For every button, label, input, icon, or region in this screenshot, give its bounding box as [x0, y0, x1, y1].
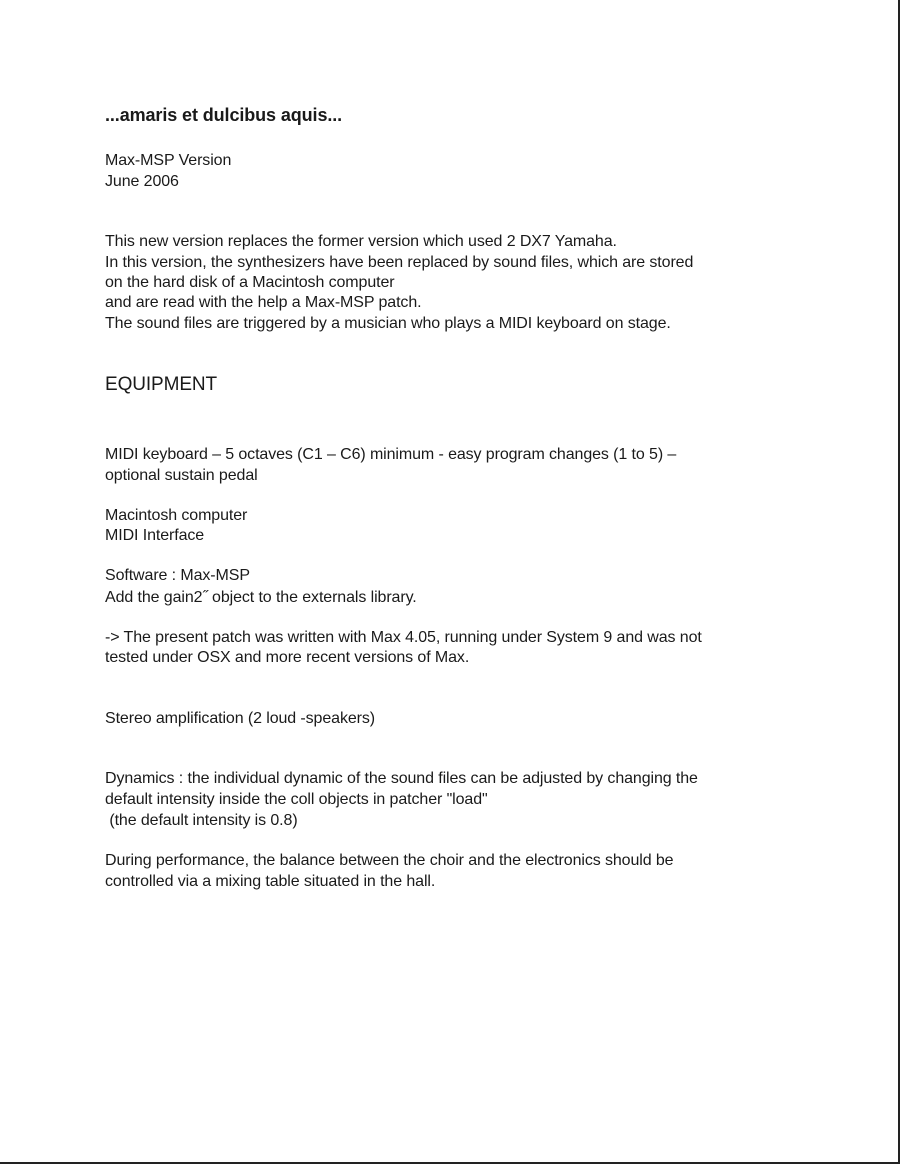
intro-line: on the hard disk of a Macintosh computer	[105, 274, 395, 291]
intro-line: The sound files are triggered by a musician who plays a MIDI keyboard on stage.	[105, 315, 671, 332]
keyboard-line: MIDI keyboard – 5 octaves (C1 – C6) minimum - easy program changes (1 to 5) –	[105, 446, 677, 463]
dynamics-line: (the default intensity is 0.8)	[105, 812, 298, 829]
computer-line: Macintosh computer	[105, 507, 248, 524]
note-line: tested under OSX and more recent versions of Max.	[105, 649, 470, 666]
intro-line: This new version replaces the former version which used 2 DX7 Yamaha.	[105, 233, 617, 250]
intro-line: In this version, the synthesizers have been replaced by sound files, which are stored	[105, 254, 694, 271]
dynamics-line: default intensity inside the coll objects in patcher "load"	[105, 791, 488, 808]
software-line: Add the gain2˝ object to the externals library.	[105, 589, 417, 606]
performance-line: controlled via a mixing table situated in the hall.	[105, 873, 436, 890]
dynamics-line: Dynamics : the individual dynamic of the sound files can be adjusted by changing the	[105, 770, 698, 787]
performance-line: During performance, the balance between the choir and the electronics should be	[105, 852, 674, 869]
keyboard-line: optional sustain pedal	[105, 467, 258, 484]
intro-line: and are read with the help a Max-MSP patch.	[105, 294, 422, 311]
software-line: Software : Max-MSP	[105, 567, 250, 584]
note-line: -> The present patch was written with Max 4.05, running under System 9 and was not	[105, 629, 702, 646]
midi-interface-line: MIDI Interface	[105, 527, 205, 544]
document-title: ...amaris et dulcibus aquis...	[105, 105, 343, 125]
date-text: June 2006	[105, 173, 179, 190]
version-text: Max-MSP Version	[105, 152, 232, 169]
equipment-heading: EQUIPMENT	[105, 374, 218, 395]
amplification-line: Stereo amplification (2 loud -speakers)	[105, 710, 376, 727]
